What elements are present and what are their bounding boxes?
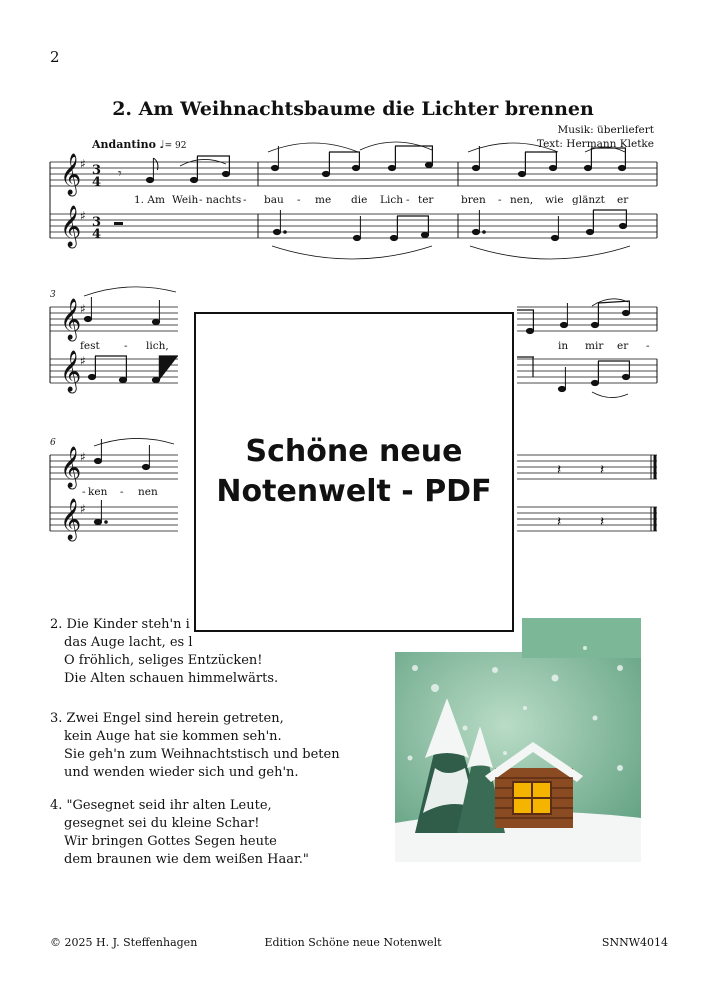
tempo-bpm: = 92 — [164, 141, 187, 151]
verse-number: 2. — [50, 617, 63, 632]
footer-code: SNNW4014 — [601, 936, 668, 949]
time-sig-top: 3 — [92, 215, 102, 230]
lyric: Lich — [380, 194, 403, 206]
treble-clef-icon: 𝄞 — [60, 154, 82, 195]
lyric: - — [243, 194, 247, 206]
lyric: me — [315, 194, 332, 206]
lyric: - — [406, 194, 410, 206]
lyric: - — [82, 486, 86, 498]
time-sig-bottom: 4 — [92, 175, 102, 190]
lyric: - — [120, 486, 124, 498]
sharp-icon: ♯ — [80, 209, 86, 223]
treble-clef-icon: 𝄞 — [60, 499, 82, 540]
verse-line: Die Alten schauen himmelwärts. — [64, 671, 279, 686]
watermark-line: Schöne neue — [245, 434, 463, 469]
watermark-line: Notenwelt - PDF — [216, 474, 492, 509]
watermark-box — [194, 312, 514, 632]
sharp-icon: ♯ — [80, 302, 86, 316]
sharp-icon: ♯ — [80, 502, 86, 516]
time-sig-bottom: 4 — [92, 227, 102, 242]
sharp-icon: ♯ — [80, 450, 86, 464]
svg-text:𝄽: 𝄽 — [557, 462, 562, 478]
verse-line: Zwei Engel sind herein getreten, — [66, 711, 284, 726]
svg-text:𝄾: 𝄾 — [118, 166, 122, 182]
lyric: - — [124, 340, 128, 352]
lyric: fest — [80, 340, 100, 352]
quarter-note-icon: ♩ — [159, 138, 165, 151]
notes-system1-lower — [114, 210, 630, 259]
footer-copyright: © 2025 H. J. Steffenhagen — [50, 936, 198, 949]
verse-line: Sie geh'n zum Weihnachtstisch und beten — [64, 747, 340, 762]
verse-line: das Auge lacht, es l — [64, 635, 193, 650]
measure-number: 3 — [50, 290, 56, 300]
watermark-text — [196, 432, 512, 512]
verse-number: 3. — [50, 711, 63, 726]
svg-text:𝄽: 𝄽 — [600, 514, 605, 530]
verse-4 — [50, 797, 309, 869]
lyric: - — [199, 194, 203, 206]
verse-line: und wenden wieder sich und geh'n. — [64, 765, 299, 780]
verse-line: gesegnet sei du kleine Schar! — [64, 816, 260, 831]
lyric: er — [617, 340, 629, 352]
lyric: Weih — [172, 194, 199, 206]
lyric: wie — [545, 194, 564, 206]
music-credit: Musik: überliefert — [557, 124, 654, 136]
song-title: 2. Am Weihnachtsbaume die Lichter brennen — [112, 98, 594, 120]
sharp-icon: ♯ — [80, 354, 86, 368]
time-sig-top: 3 — [92, 163, 102, 178]
lyric: bren — [461, 194, 486, 206]
lyric: er — [617, 194, 629, 206]
svg-text:𝄽: 𝄽 — [600, 462, 605, 478]
tempo-word: Andantino — [92, 138, 156, 151]
measure-number: 6 — [50, 438, 56, 448]
lyric: glänzt — [572, 194, 605, 206]
lyric: - — [498, 194, 502, 206]
lyric: ter — [418, 194, 434, 206]
lyric: die — [351, 194, 368, 206]
sharp-icon: ♯ — [80, 157, 86, 171]
treble-clef-icon: 𝄞 — [60, 351, 82, 392]
verse-line: O fröhlich, seliges Entzücken! — [64, 653, 263, 668]
lyric: bau — [264, 194, 284, 206]
lyric: nachts — [206, 194, 242, 206]
verse-line: kein Auge hat sie kommen seh'n. — [64, 729, 282, 744]
lyric: nen, — [510, 194, 534, 206]
verse-line: "Gesegnet seid ihr alten Leute, — [66, 798, 272, 813]
lyric: - — [646, 340, 650, 352]
treble-clef-icon: 𝄞 — [60, 299, 82, 340]
treble-clef-icon: 𝄞 — [60, 206, 82, 247]
winter-cabin-illustration — [395, 618, 641, 862]
lyric: in — [558, 340, 569, 352]
page-number: 2 — [50, 48, 60, 66]
footer-edition: Edition Schöne neue Notenwelt — [264, 936, 442, 949]
lyric: ken — [88, 486, 108, 498]
lyric: - — [297, 194, 301, 206]
verse-3 — [50, 710, 340, 782]
lyric: 1. Am — [134, 194, 165, 206]
svg-text:𝄽: 𝄽 — [557, 514, 562, 530]
verse-number: 4. — [50, 798, 63, 813]
verse-line: Die Kinder steh'n i — [66, 617, 190, 632]
verse-line: dem braunen wie dem weißen Haar." — [64, 852, 309, 867]
text-credit: Text: Hermann Kletke — [536, 138, 654, 150]
time-signatures — [92, 163, 101, 242]
treble-clef-icon: 𝄞 — [60, 447, 82, 488]
lyric: nen — [138, 486, 158, 498]
lyric: mir — [585, 340, 604, 352]
verse-line: Wir bringen Gottes Segen heute — [64, 834, 277, 849]
lyric: lich, — [146, 340, 169, 352]
